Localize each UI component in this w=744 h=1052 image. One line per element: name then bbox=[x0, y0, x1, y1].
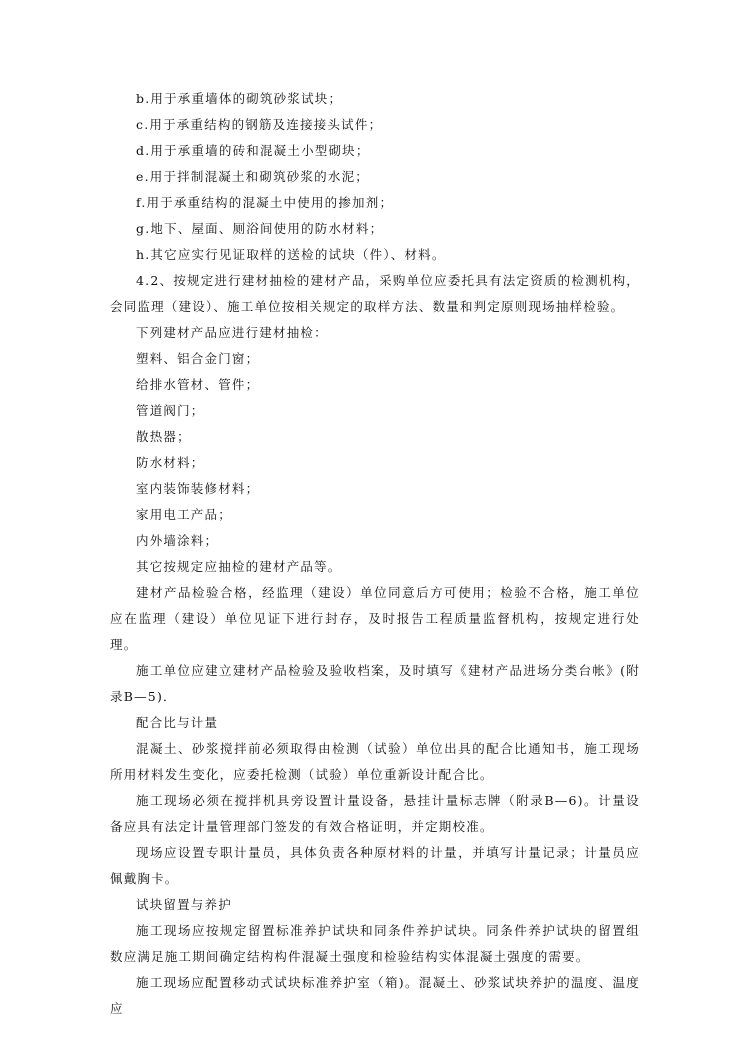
product-item: 防水材料； bbox=[136, 455, 205, 470]
paragraph-sample-2: 施工现场应配置移动式试块标准养护室（箱)。混凝土、砂浆试块养护的温度、温度应 bbox=[110, 975, 640, 1016]
product-item: 内外墙涂料； bbox=[136, 533, 219, 548]
product-item: 散热器； bbox=[136, 429, 191, 444]
product-item: 给排水管材、管件； bbox=[136, 377, 260, 392]
paragraph-mix-1: 混凝土、砂浆搅拌前必须取得由检测（试验）单位出具的配合比通知书，施工现场所用材料发生变化，应委托检测（试验）单位重新设计配合比。 bbox=[110, 741, 640, 782]
list-item: e.用于拌制混凝土和砌筑砂浆的水泥； bbox=[136, 169, 369, 184]
product-item: 家用电工产品； bbox=[136, 507, 232, 522]
list-item: d.用于承重墙的砖和混凝土小型砌块； bbox=[136, 143, 370, 158]
paragraph-4-2: 4.2、按规定进行建材抽检的建材产品，采购单位应委托具有法定资质的检测机构，会同监理（建设）、施工单位按相关规定的取样方法、数量和判定原则现场抽样检验。 bbox=[110, 273, 640, 314]
paragraph-mix-2: 施工现场必须在搅拌机具旁设置计量设备，悬挂计量标志牌（附录B—6)。计量设备应具有法定计量管理部门签发的有效合格证明，并定期校准。 bbox=[110, 793, 640, 834]
list-intro: 下列建材产品应进行建材抽检： bbox=[136, 325, 328, 340]
product-item: 其它按规定应抽检的建材产品等。 bbox=[136, 559, 342, 574]
paragraph-mix-3: 现场应设置专职计量员，具体负责各种原材料的计量，并填写计量记录；计量员应佩戴胸卡。 bbox=[110, 845, 640, 886]
list-item: g.地下、屋面、厕浴间使用的防水材料； bbox=[136, 221, 384, 236]
list-item: b.用于承重墙体的砌筑砂浆试块； bbox=[136, 91, 343, 106]
list-item: f.用于承重结构的混凝土中使用的掺加剂； bbox=[136, 195, 394, 210]
paragraph-qualified: 建材产品检验合格，经监理（建设）单位同意后方可使用；检验不合格，施工单位应在监理（建设）单位见证下进行封存，及时报告工程质量监督机构，按规定进行处理。 bbox=[110, 585, 640, 652]
product-item: 管道阀门； bbox=[136, 403, 205, 418]
product-item: 塑料、铝合金门窗； bbox=[136, 351, 260, 366]
section-heading-sample: 试块留置与养护 bbox=[136, 897, 232, 912]
document-body bbox=[110, 86, 640, 1022]
list-item: h.其它应实行见证取样的送检的试块（件）、材料。 bbox=[136, 247, 446, 262]
paragraph-archive: 施工单位应建立建材产品检验及验收档案，及时填写《建材产品进场分类台帐》(附录B—5)． bbox=[110, 663, 640, 704]
paragraph-sample-1: 施工现场应按规定留置标准养护试块和同条件养护试块。同条件养护试块的留置组数应满足施工期间确定结构构件混凝土强度和检验结构实体混凝土强度的需要。 bbox=[110, 923, 640, 964]
list-item: c.用于承重结构的钢筋及连接接头试件； bbox=[136, 117, 383, 132]
product-item: 室内装饰装修材料； bbox=[136, 481, 260, 496]
section-heading-mix: 配合比与计量 bbox=[136, 715, 219, 730]
